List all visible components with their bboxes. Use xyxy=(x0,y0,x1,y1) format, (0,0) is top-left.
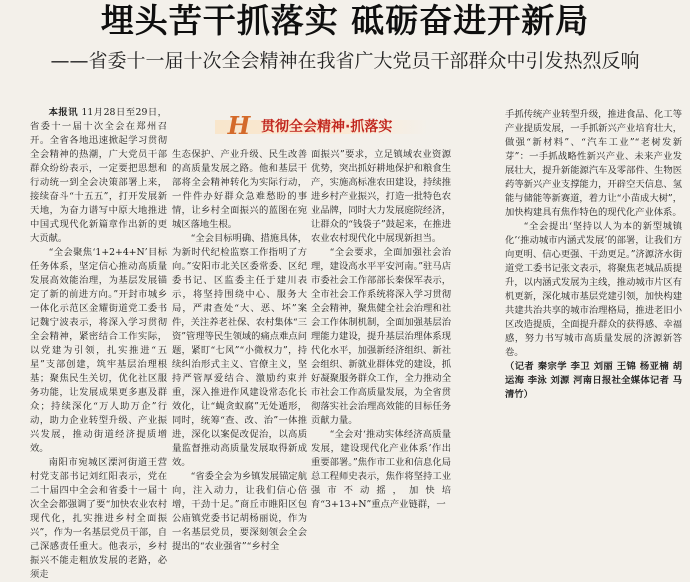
article-column-4 xyxy=(505,108,682,438)
article-paragraph: “全会对‘推动实体经济高质量发展，建设现代化产业体系’作出重要部署。”焦作市工业和信息化局总工程师史表示，焦作将坚持工业强市不动摇，加快培育“3+13+N”重点产业链群，一 xyxy=(311,429,451,510)
article-paragraph: “全会目标明确、措施具体，为新时代纪检监察工作指明了方向。”安阳市北关区委常委、区纪委书记、区监委主任于建川表示，将坚持围绕中心、服务大局，严肃查处“大、恶、坏”案件，关注养老社保、农村集体“三资”管理等民生领域的痛点难点问题，紧盯“七风”“小微权力”，持续纠治形式主义、官僚主义，坚持严管厚爱结合、激励约束并重，深入推进作风建设常态化长效化，让“蝇贪蚁腐”无处遁形，同时，统筹“查、改、治”一体推进，深化以案促改促治，以高质量监督推动高质量发展取得新成效。 xyxy=(172,233,307,468)
section-banner-title: 贯彻全会精神·抓落实 xyxy=(261,119,393,135)
byline: （记者 秦宗学 李卫 刘丽 王锦 杨亚楠 胡运海 李泳 刘源 河南日报社全媒体记者 马清竹） xyxy=(505,361,682,400)
subheadline: ——省委十一届十次全会精神在我省广大党员干部群众中引发热烈反响 xyxy=(50,50,640,72)
article-paragraph: “全会聚焦‘1+2+4+N’目标任务体系，坚定信心推动高质量发展高效能治理，为基层发展锚定了新的前进方向。”开封市城乡一体化示范区金耀街道党工委书记魏宁波表示，将深入学习贯彻全会精神，紧密结合工作实际，以党建为引领，扎实推进“五星”支部创建，筑牢基层治理根基；聚焦民生关切，优化社区服务功能，让发展成果更多惠及群众；持续深化“万人助万企”行动，助力企业转型升级、产业振兴发展，推动街道经济提质增效。 xyxy=(30,247,167,454)
article-paragraph: 生态保护、产业升级、民生改善的高质量发展之路。他和基层干部将全会精神转化为实际行动，一件件办好群众急难愁盼的事情，让乡村全面振兴的蓝图在宛城区落地生根。 xyxy=(172,149,307,230)
article-paragraph: 手抓传统产业转型升级，推进食品、化工等产业提质发展，一手抓新兴产业培育壮大，做强“新材料”、“汽车工业”“老树发新芽”：一手抓战略性新兴产业、未来产业发展壮大，提升新能源汽车及零部件、生物医药等新兴产业支撑能力，开辟空天信息、氢能与储能等新赛道，着力让“小苗成大树”，加快构建具有焦作特色的现代化产业体系。 xyxy=(505,109,682,218)
article-paragraph: “全会要求，全面加强社会治理，建设高水平平安河南。”驻马店市委社会工作部部长秦保军表示，全市社会工作系统将深入学习贯彻全会精神，聚焦健全社会治理和社会工作体制机制，全面加强基层治理能力建设，提升基层治理体系现代化水平，加强新经济组织、新社会组织、新就业群体党的建设，抓好凝聚服务群众工作，全力推动全市社会工作高质量发展，为全省贯彻落实社会治理高效能的目标任务贡献力量。 xyxy=(311,247,451,426)
article-paragraph: “全会提出‘坚持以人为本的新型城镇化’‘推动城市内涵式发展’的部署，让我们方向更明、信心更强、干劲更足。”济源济水街道党工委书记张文表示，将聚焦老城品质提升，以内涵式发展为主线，推动城市片区有机更新，深化城市基层党建引领，加快构建共建共治共享的城市治理格局，推进老旧小区改造提质，全面提升群众的获得感、幸福感，努力书写城市高质量发展的济源新答卷。 xyxy=(505,221,682,358)
headline: 埋头苦干抓落实 砥砺奋进开新局 xyxy=(100,1,590,40)
article-column-2 xyxy=(172,148,307,552)
article-column-1 xyxy=(30,106,167,580)
lead-label: 本报讯 xyxy=(48,107,78,118)
article-column-3 xyxy=(311,148,451,510)
article-paragraph: 面振兴”要求，立足镇域农业资源优势，突出抓好耕地保护和粮食生产，实施高标准农田建设，持续推进乡村产业振兴，打造一批特色农业品牌，同时大力发展庭院经济，让群众的“钱袋子”鼓起来，在推进农业农村现代化中展现新担当。 xyxy=(311,149,451,244)
section-banner xyxy=(215,112,428,142)
article-paragraph xyxy=(30,106,167,246)
article-paragraph: “省委全会为乡镇发展锚定航向，注入动力，让我们信心倍增，干劲十足。”商丘市睢阳区包公庙镇党委书记胡杨丽说，作为一名基层党员，要深刻领会全会提出的“农业强省”“乡村全 xyxy=(172,471,307,552)
paragraph-text: 11月28日至29日，省委十一届十次全会在郑州召开。全省各地迅速掀起学习贯彻全会精神的热潮，广大党员干部群众纷纷表示，一定要把思想和行动统一到全会决策部署上来，接续奋斗“十五五”，打开发展新天地，为奋力谱写中原大地推进中国式现代化新篇章作出新的更大贡献。 xyxy=(30,107,167,244)
article-paragraph: 南阳市宛城区溧河街道王营村党支部书记刘红阳表示，党在二十届四中全会和省委十一届十次全会都强调了要“加快农业农村现代化，扎实推进乡村全面振兴”，作为一名基层党员干部，自己深感责任重大。他表示，乡村振兴不能走粗放发展的老路，必须走 xyxy=(30,457,167,580)
section-h-mark: H xyxy=(227,111,251,140)
